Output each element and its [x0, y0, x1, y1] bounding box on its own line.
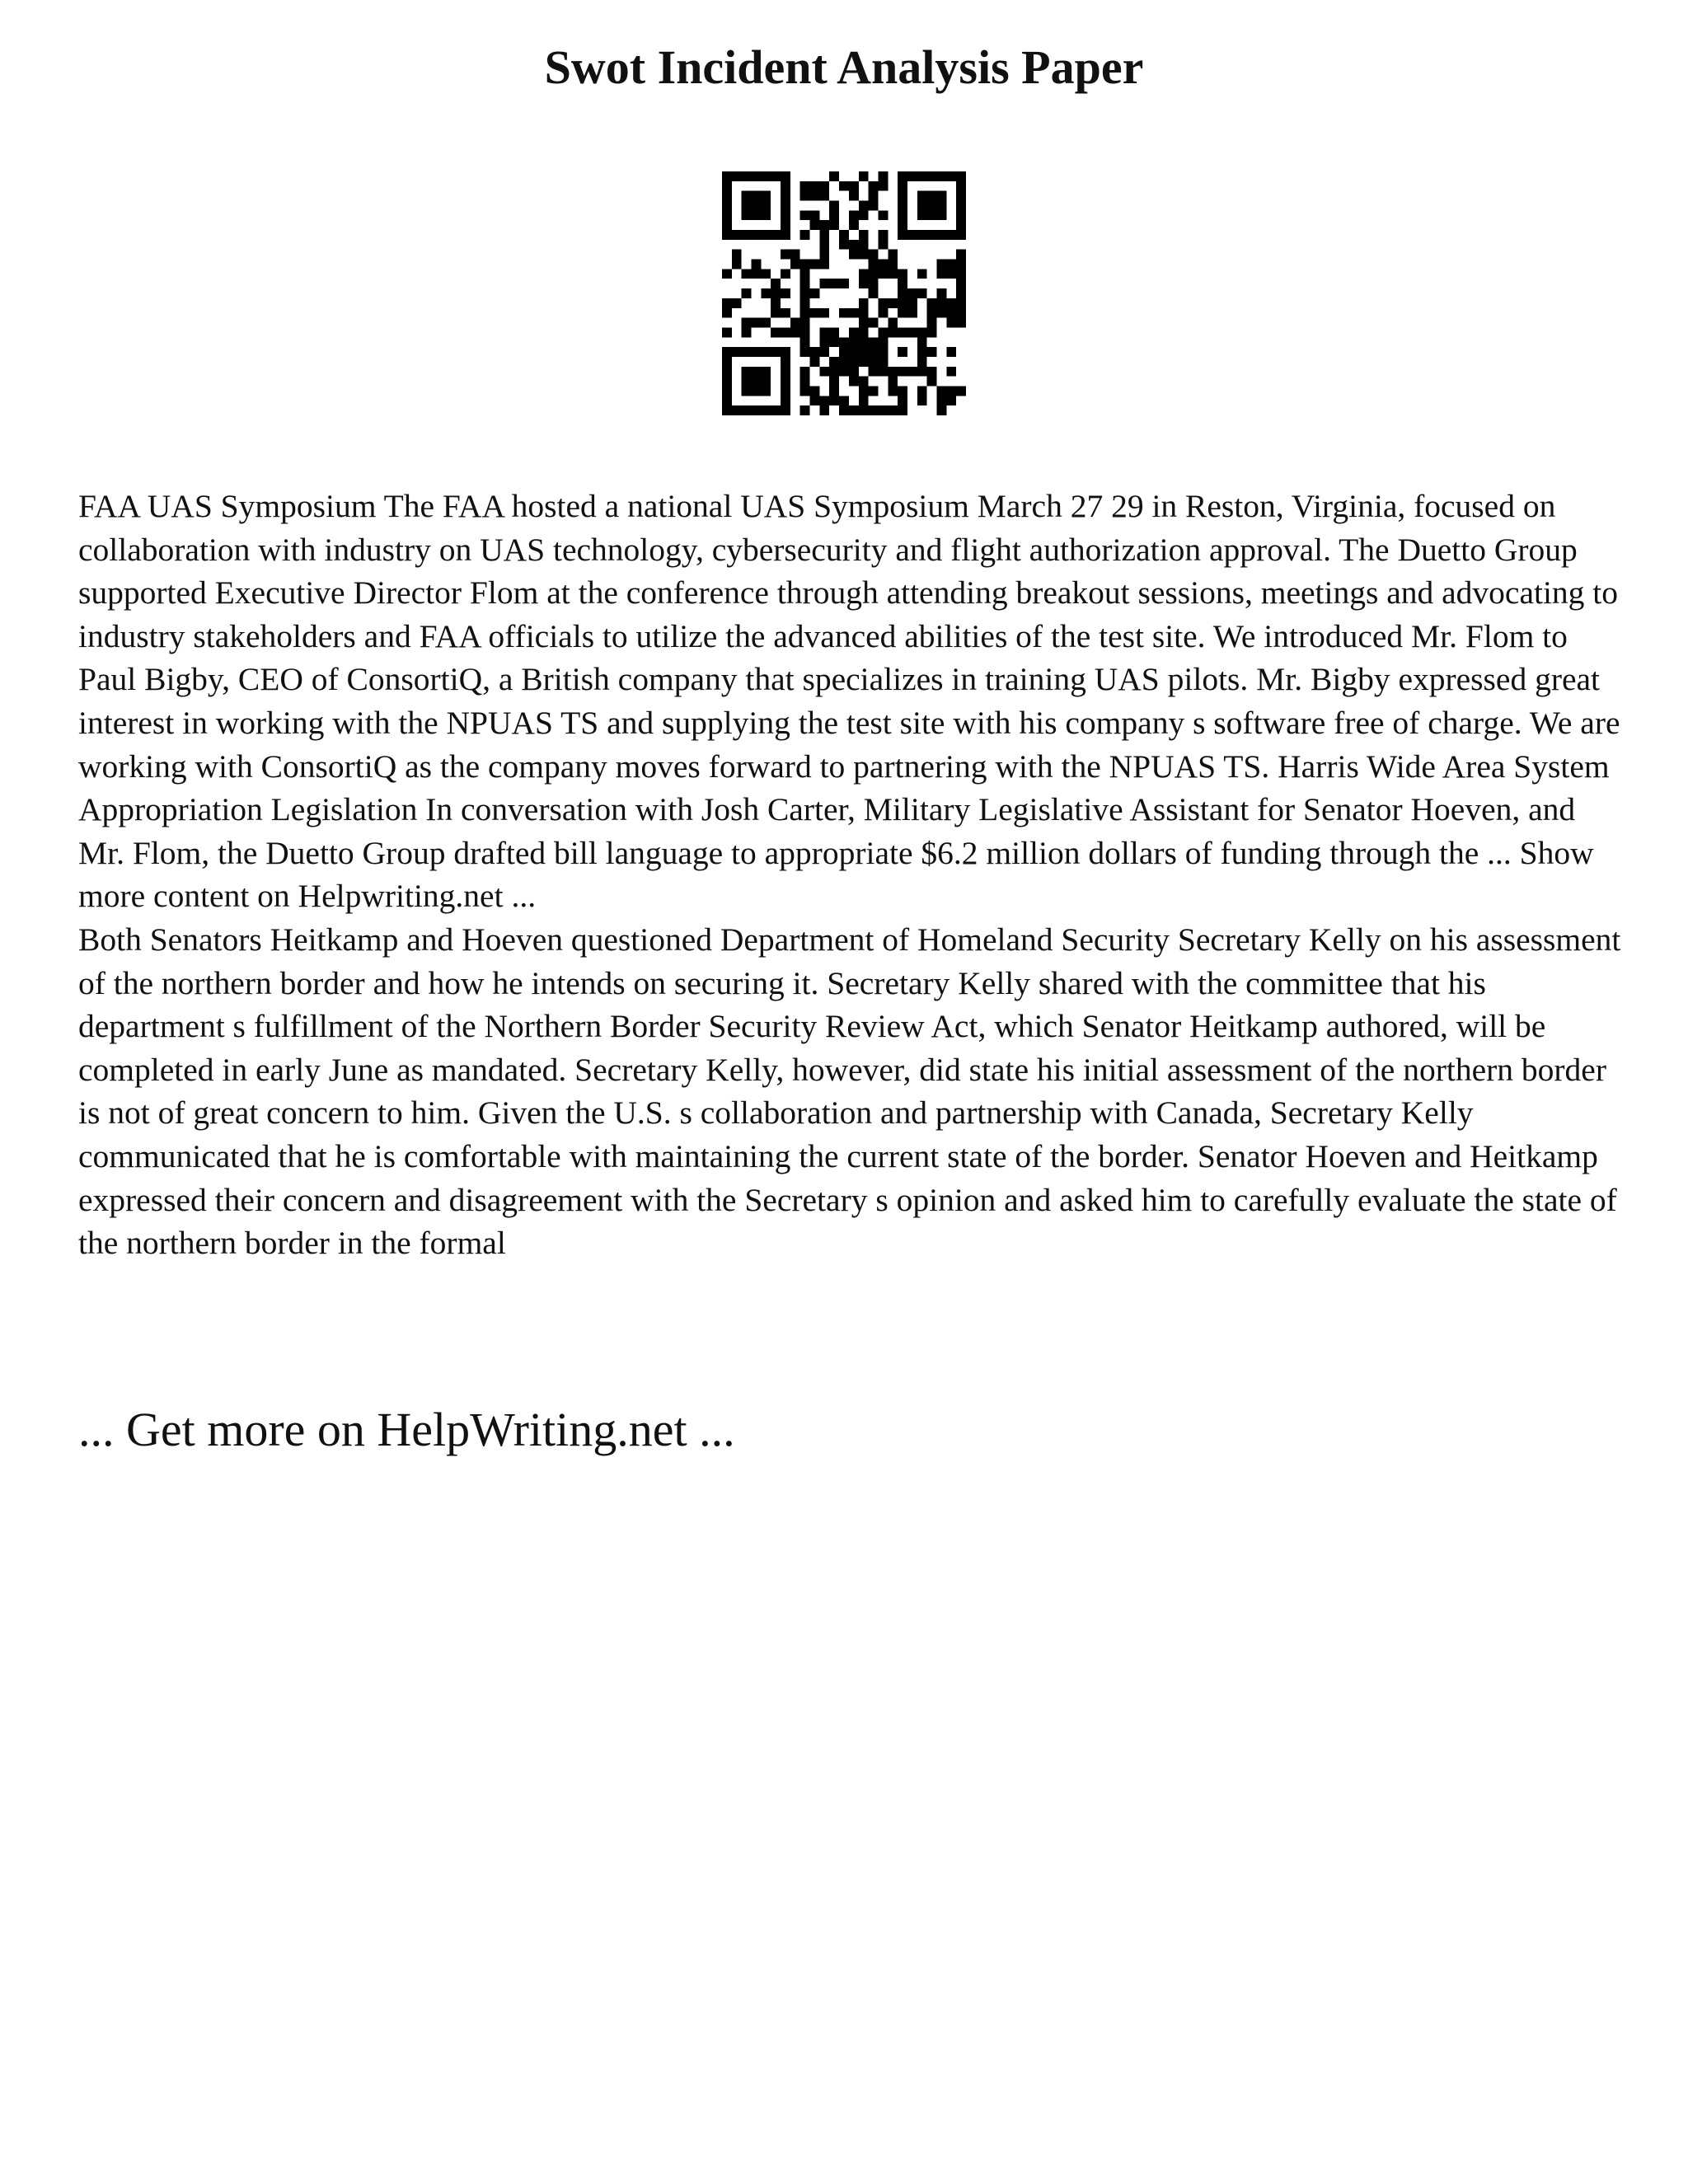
qr-code-graphic [722, 171, 966, 415]
article-body [78, 485, 1628, 1265]
qr-code-icon [722, 171, 966, 415]
page-title: Swot Incident Analysis Paper [544, 40, 1144, 94]
paragraph-2: Both Senators Heitkamp and Hoeven questioned Department of Homeland Security Secretary Kelly on his assessment of the northern border and how he intends on securing it. Secretary Kelly shared with the committee that his department s fulfillment of the Northern Border Security Review Act, which Senator Heitkamp authored, will be completed in early June as mandated. Secretary Kelly, however, did state his initial assessment of the northern border is not of great concern to him. Given the U.S. s collaboration and partnership with Canada, Secretary Kelly communicated that he is comfortable with maintaining the current state of the border. Senator Hoeven and Heitkamp expressed their concern and disagreement with the Secretary s opinion and asked him to carefully evaluate the state of the northern border in the formal [78, 921, 1621, 1262]
get-more-link[interactable]: ... Get more on HelpWriting.net ... [78, 1403, 735, 1456]
paragraph-1: FAA UAS Symposium The FAA hosted a national UAS Symposium March 27 29 in Reston, Virginia, focused on collaboration with industry on UAS technology, cybersecurity and flight authorization approval. The Duetto Group supported Executive Director Flom at the conference through attending breakout sessions, meetings and advocating to industry stakeholders and FAA officials to utilize the advanced abilities of the test site. We introduced Mr. Flom to Paul Bigby, CEO of ConsortiQ, a British company that specializes in training UAS pilots. Mr. Bigby expressed great interest in working with the NPUAS TS and supplying the test site with his company s software free of charge. We are working with ConsortiQ as the company moves forward to partnering with the NPUAS TS. Harris Wide Area System Appropriation Legislation In conversation with Josh Carter, Military Legislative Assistant for Senator Hoeven, and Mr. Flom, the Duetto Group drafted bill language to appropriate $6.2 million dollars of funding through the ... Show more content on Helpwriting.net ... [78, 488, 1620, 915]
